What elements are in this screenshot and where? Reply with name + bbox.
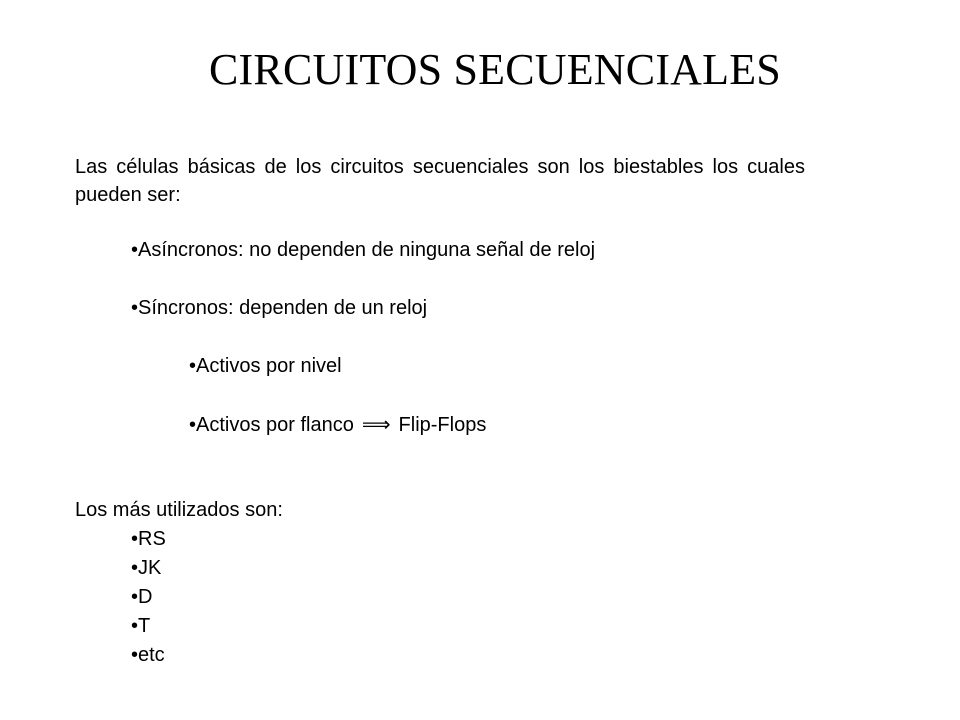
type-item-d: •D <box>131 586 153 608</box>
bullet-asincronos: •Asíncronos: no dependen de ninguna señal de reloj <box>131 239 596 261</box>
bullet-sincronos: •Síncronos: dependen de un reloj <box>131 297 428 319</box>
type-item-rs: •RS <box>131 528 166 550</box>
intro-paragraph: Las células básicas de los circuitos secuenciales son los biestables los cuales pueden ser: <box>75 156 805 206</box>
type-item-jk: •JK <box>131 557 162 579</box>
type-item-etc: •etc <box>131 644 165 666</box>
types-intro: Los más utilizados son: <box>75 499 283 521</box>
sub-bullet-flanco-label: •Activos por flanco <box>189 414 354 436</box>
implies-arrow-icon: ⟹ <box>361 412 391 436</box>
type-item-t: •T <box>131 615 151 637</box>
slide-title: CIRCUITOS SECUENCIALES <box>209 45 781 94</box>
sub-bullet-flanco-result: Flip-Flops <box>398 414 487 436</box>
sub-bullet-nivel: •Activos por nivel <box>189 355 342 377</box>
sub-bullet-flanco <box>189 412 486 437</box>
